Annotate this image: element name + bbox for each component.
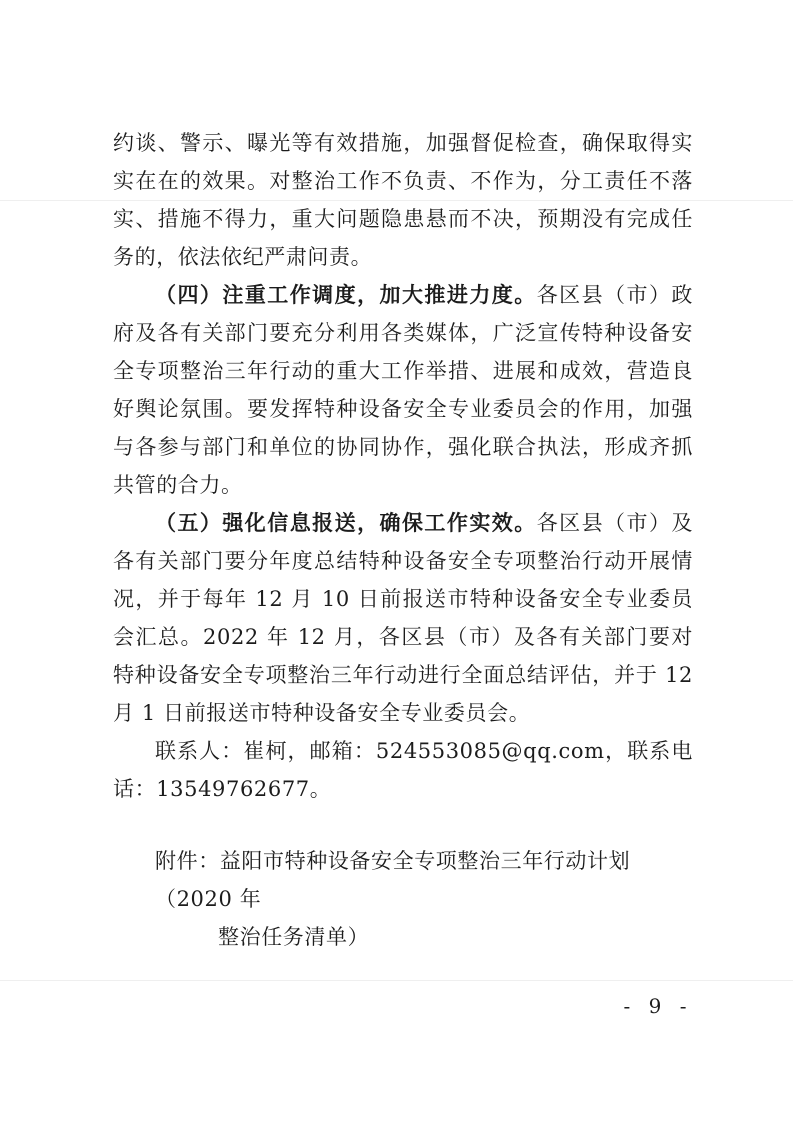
section-5-heading: （五）强化信息报送，确保工作实效。 <box>155 510 537 535</box>
contact-paragraph: 联系人：崔柯，邮箱：524553085@qq.com，联系电话：13549762677。 <box>113 739 693 801</box>
paragraph-section-4 <box>113 276 693 504</box>
attachment-title-line-2: 整治任务清单） <box>218 925 370 949</box>
section-5-body: 各区县（市）及各有关部门要分年度总结特种设备安全专项整治行动开展情况，并于每年 12 月 10 日前报送市特种设备安全专业委员会汇总。2022 年 12 月，各区县（市）及各有关部门要对特种设备安全专项整治三年行动进行全面总结评估，并于 12 月 1 日前报送市特种设备安全专业委员会。 <box>113 511 693 725</box>
scan-artifact-line <box>0 980 793 981</box>
attachment-title-line-1: 益阳市特种设备安全专项整治三年行动计划（2020 年 <box>155 849 631 911</box>
document-body <box>113 124 693 808</box>
section-4-body: 各区县（市）政府及各有关部门要充分利用各类媒体，广泛宣传特种设备安全专项整治三年行动的重大工作举措、进展和成效，营造良好舆论氛围。要发挥特种设备安全专业委员会的作用，加强与各参与部门和单位的协同协作，强化联合执法，形成齐抓共管的合力。 <box>113 283 693 497</box>
page-number: - 9 - <box>623 994 693 1018</box>
paragraph-section-5 <box>113 504 693 732</box>
attachment-label: 附件： <box>155 849 220 873</box>
paragraph-continuation: 约谈、警示、曝光等有效措施，加强督促检查，确保取得实实在在的效果。对整治工作不负责、不作为，分工责任不落实、措施不得力，重大问题隐患悬而不决，预期没有完成任务的，依法依纪严肃问责。 <box>113 131 693 269</box>
attachment-note <box>155 842 695 956</box>
section-4-heading: （四）注重工作调度，加大推进力度。 <box>155 282 537 307</box>
